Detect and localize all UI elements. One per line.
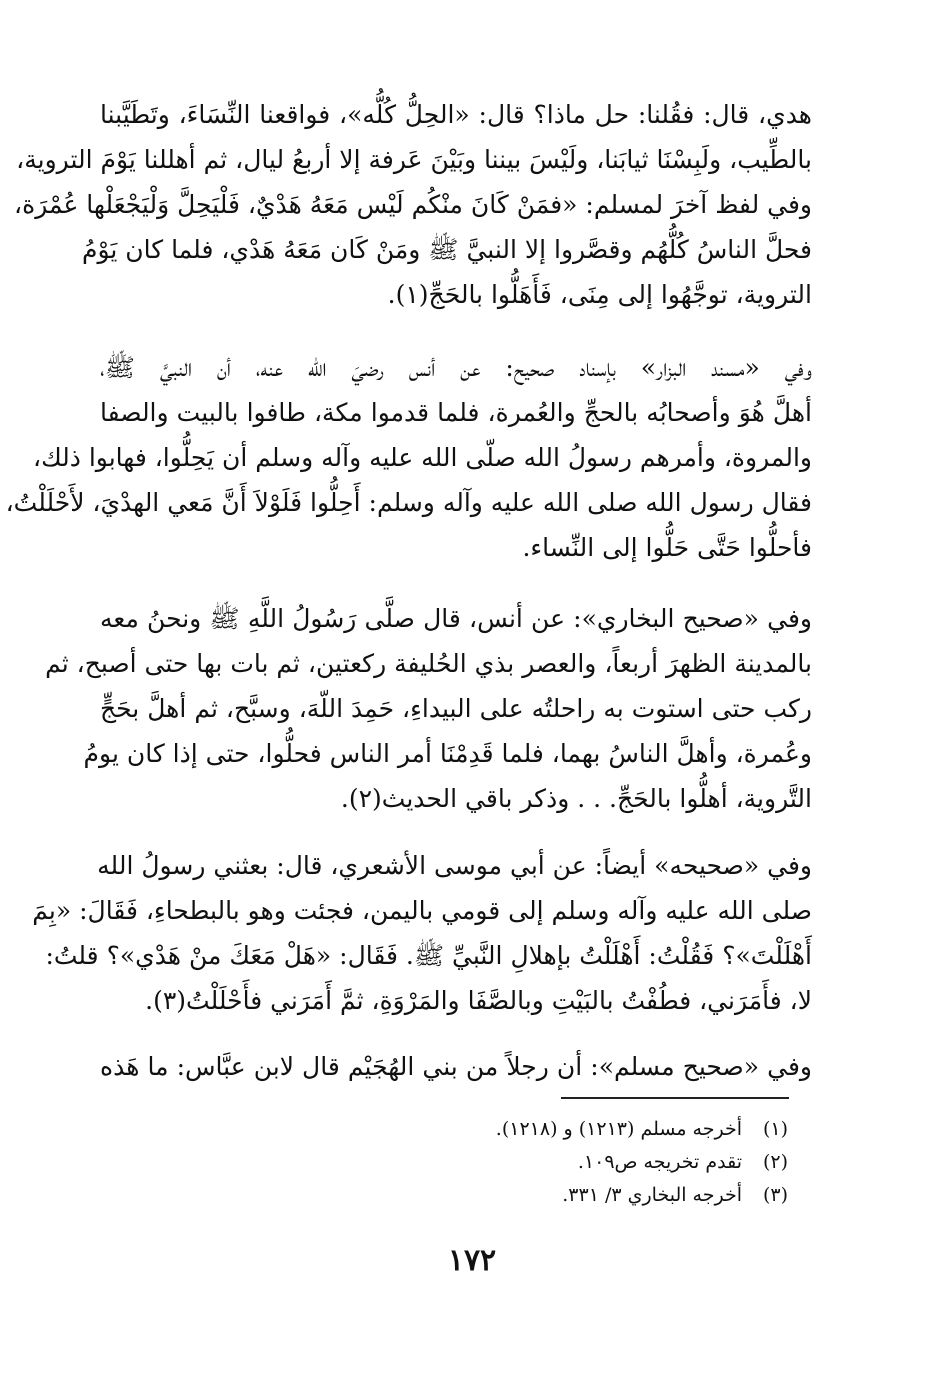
footnote-text: أخرجه مسلم (١٢١٣) و (١٢١٨). bbox=[495, 1118, 742, 1140]
footnote-3 bbox=[380, 1179, 788, 1212]
text-line: أهلَّ هُوَ وأصحابُه بالحجِّ والعُمرة، فلما قدموا مكة، طافوا بالبيت والصفا bbox=[100, 398, 812, 427]
text-line: هدي، قال: فقُلنا: حل ماذا؟ قال: «الحِلُّ كُلُّه»، فواقعنا النِّسَاءَ، وتَطَيَّبنا bbox=[100, 100, 812, 129]
text-line: أَهْلَلْتَ»؟ فَقُلْتُ: أَهْلَلْتُ بإهلالِ النَّبيِّ ﷺ. فَقَال: «هَلْ مَعَكَ منْ هَدْي»؟ قلتُ: bbox=[45, 941, 812, 970]
text-line: وفي «صحيح مسلم»: أن رجلاً من بني الهُجَيْم قال لابن عبَّاس: ما هَذه bbox=[100, 1052, 812, 1081]
paragraph-1 bbox=[14, 92, 812, 317]
footnote-number: (٢) bbox=[762, 1151, 788, 1173]
text-line: فأحلُّوا حَتَّى حَلُّوا إلى النِّساء. bbox=[522, 533, 812, 562]
text-line: وفي «صحيحه» أيضاً: عن أبي موسى الأشعري، قال: بعثني رسولُ الله bbox=[97, 851, 812, 880]
footnote-text: أخرجه البخاري ٣/ ٣٣١. bbox=[562, 1184, 742, 1206]
text-line: والمروة، وأمرهم رسولُ الله صلّى الله عليه وآله وسلم أن يَحِلُّوا، فهابوا ذلك، bbox=[33, 443, 812, 472]
footnote-divider bbox=[561, 1097, 789, 1099]
footnote-1 bbox=[380, 1113, 788, 1146]
footnote-2 bbox=[380, 1146, 788, 1179]
text-line: فحلَّ الناسُ كُلُّهُم وقصَّروا إلا النبيَّ ﷺ ومَنْ كَان مَعَهُ هَدْي، فلما كان يَوْمُ bbox=[81, 235, 812, 264]
paragraph-3 bbox=[45, 596, 812, 821]
text-line: فقال رسول الله صلى الله عليه وآله وسلم: أَحِلُّوا فَلَوْلاَ أَنَّ مَعي الهدْيَ، لأَحْلَلْتُ، bbox=[5, 488, 812, 517]
text-line: التروية، توجَّهُوا إلى مِنَى، فَأَهَلُّوا بالحَجِّ(١). bbox=[387, 280, 812, 309]
text-line: وفي لفظ آخرَ لمسلم: «فمَنْ كَانَ منْكُم لَيْس مَعَهُ هَدْيٌ، فَلْيَحِلَّ وَلْيَجْعَلْها عُمْرَة، bbox=[14, 190, 812, 219]
page-number: ١٧٢ bbox=[447, 1243, 497, 1278]
text-line: التَّروية، أهلُّوا بالحَجِّ. . . وذكر باقي الحديث(٢). bbox=[340, 784, 812, 813]
text-line: بالمدينة الظهرَ أربعاً، والعصر بذي الحُليفة ركعتين، ثم بات بها حتى أصبح، ثم bbox=[45, 649, 812, 678]
paragraph-4 bbox=[32, 843, 812, 1023]
text-line: ركب حتى استوت به راحلتُه على البيداءِ، حَمِدَ اللّهَ، وسبَّح، ثم أهلَّ بحَجٍّ bbox=[100, 694, 812, 723]
footnotes bbox=[380, 1113, 788, 1212]
footnote-number: (٣) bbox=[762, 1184, 788, 1206]
text-line: وعُمرة، وأهلَّ الناسُ بهما، فلما قَدِمْنَا أمر الناس فحلُّوا، حتى إذا كان يومُ bbox=[83, 739, 812, 768]
footnote-number: (١) bbox=[762, 1118, 788, 1140]
text-line: وفي «صحيح البخاري»: عن أنس، قال صلَّى رَسُولُ اللَّهِ ﷺ ونحنُ معه bbox=[100, 604, 812, 633]
footnote-text: تقدم تخريجه ص١٠٩. bbox=[577, 1151, 742, 1173]
text-line: بالطِّيب، ولَبِسْنَا ثيابَنا، ولَيْسَ بيننا وبَيْنَ عَرفة إلا أربعُ ليال، ثم أهللنا يَوْمَ التروية، bbox=[16, 145, 812, 174]
paragraph-5 bbox=[100, 1044, 812, 1089]
text-line: صلى الله عليه وآله وسلم إلى قومي باليمن، فجئت وهو بالبطحاءِ، فَقَالَ: «بِمَ bbox=[32, 896, 812, 925]
text-line: وفي «مسند البزار» بإسناد صحيح: عن أنس رضيَ الله عنه، أن النبيَّ ﷺ، bbox=[100, 353, 812, 382]
text-line: لا، فأَمَرَني، فطُفْتُ بالبَيْتِ وبالصَّفَا والمَرْوَةِ، ثمَّ أَمَرَني فأَحْلَلْتُ(٣). bbox=[145, 986, 812, 1015]
paragraph-2 bbox=[5, 345, 812, 570]
